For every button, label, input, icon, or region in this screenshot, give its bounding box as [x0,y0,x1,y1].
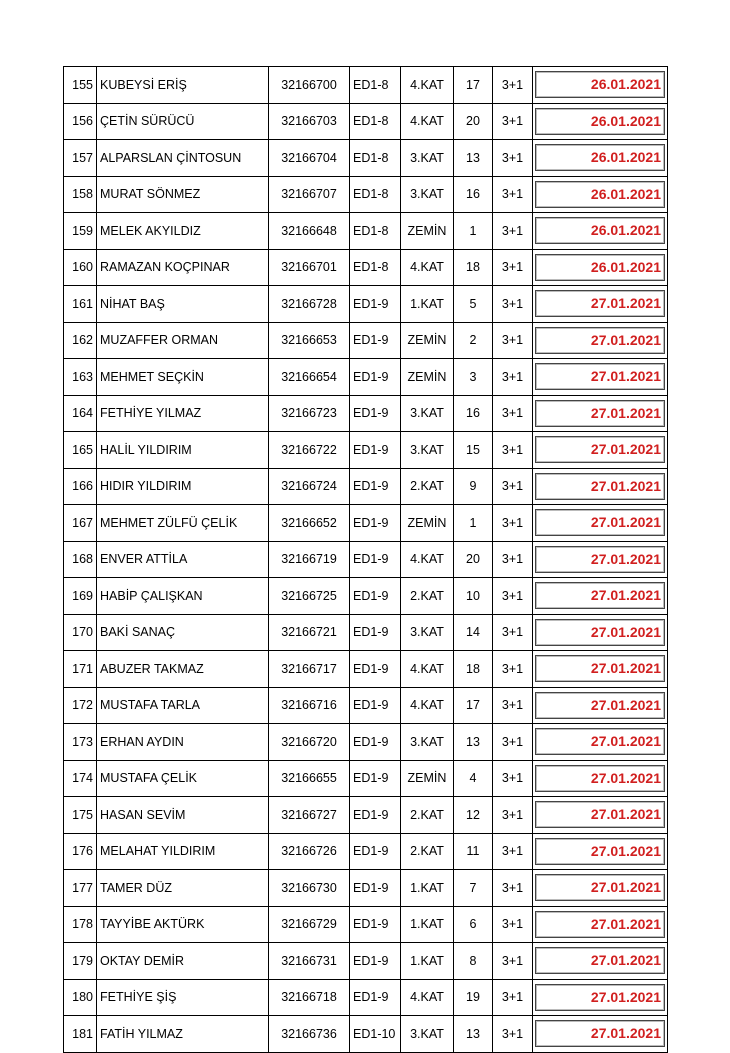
flat-number: 17 [454,687,493,724]
flat-number: 18 [454,651,493,688]
date-cell [533,322,668,359]
floor-label: 4.KAT [401,103,454,140]
delivery-date: 27.01.2021 [535,290,665,317]
record-id: 32166717 [269,651,350,688]
delivery-date: 27.01.2021 [535,655,665,682]
room-type: 3+1 [493,906,533,943]
room-type: 3+1 [493,432,533,469]
floor-label: 1.KAT [401,870,454,907]
floor-label: 4.KAT [401,979,454,1016]
date-cell [533,103,668,140]
block-code: ED1-9 [350,833,401,870]
date-cell [533,1016,668,1053]
room-type: 3+1 [493,614,533,651]
block-code: ED1-9 [350,979,401,1016]
floor-label: 3.KAT [401,724,454,761]
room-type: 3+1 [493,176,533,213]
floor-label: ZEMİN [401,359,454,396]
record-id: 32166729 [269,906,350,943]
delivery-date: 27.01.2021 [535,327,665,354]
flat-number: 9 [454,468,493,505]
row-number: 179 [64,943,97,980]
date-cell [533,797,668,834]
record-id: 32166652 [269,505,350,542]
flat-number: 18 [454,249,493,286]
row-number: 169 [64,578,97,615]
room-type: 3+1 [493,67,533,104]
row-number: 177 [64,870,97,907]
floor-label: 4.KAT [401,651,454,688]
record-id: 32166653 [269,322,350,359]
block-code: ED1-9 [350,870,401,907]
row-number: 175 [64,797,97,834]
block-code: ED1-9 [350,614,401,651]
table-row [64,870,668,907]
date-cell [533,432,668,469]
table-row [64,797,668,834]
block-code: ED1-9 [350,651,401,688]
table-row [64,103,668,140]
room-type: 3+1 [493,724,533,761]
row-number: 157 [64,140,97,177]
record-id: 32166700 [269,67,350,104]
record-id: 32166703 [269,103,350,140]
record-id: 32166721 [269,614,350,651]
row-number: 159 [64,213,97,250]
floor-label: ZEMİN [401,213,454,250]
record-id: 32166730 [269,870,350,907]
person-name: ERHAN AYDIN [97,724,269,761]
row-number: 174 [64,760,97,797]
table-row [64,614,668,651]
row-number: 168 [64,541,97,578]
table-row [64,687,668,724]
floor-label: 4.KAT [401,67,454,104]
floor-label: 4.KAT [401,687,454,724]
room-type: 3+1 [493,395,533,432]
date-cell [533,213,668,250]
date-cell [533,578,668,615]
delivery-date: 26.01.2021 [535,144,665,171]
row-number: 172 [64,687,97,724]
table-row [64,359,668,396]
date-cell [533,651,668,688]
delivery-date: 27.01.2021 [535,947,665,974]
person-name: FETHİYE YILMAZ [97,395,269,432]
date-cell [533,468,668,505]
block-code: ED1-8 [350,213,401,250]
flat-number: 11 [454,833,493,870]
block-code: ED1-9 [350,578,401,615]
room-type: 3+1 [493,578,533,615]
delivery-date: 27.01.2021 [535,473,665,500]
date-cell [533,906,668,943]
row-number: 164 [64,395,97,432]
block-code: ED1-8 [350,176,401,213]
delivery-date: 26.01.2021 [535,217,665,244]
record-id: 32166726 [269,833,350,870]
room-type: 3+1 [493,359,533,396]
table-row [64,578,668,615]
person-name: MELAHAT YILDIRIM [97,833,269,870]
floor-label: 3.KAT [401,176,454,213]
record-id: 32166727 [269,797,350,834]
block-code: ED1-8 [350,67,401,104]
allocation-list-sheet [63,66,667,1053]
row-number: 181 [64,1016,97,1053]
block-code: ED1-9 [350,322,401,359]
person-name: KUBEYSİ ERİŞ [97,67,269,104]
block-code: ED1-9 [350,797,401,834]
floor-label: 1.KAT [401,286,454,323]
block-code: ED1-9 [350,359,401,396]
block-code: ED1-8 [350,140,401,177]
row-number: 176 [64,833,97,870]
delivery-date: 27.01.2021 [535,765,665,792]
room-type: 3+1 [493,249,533,286]
person-name: FETHİYE ŞİŞ [97,979,269,1016]
record-id: 32166704 [269,140,350,177]
record-id: 32166719 [269,541,350,578]
floor-label: ZEMİN [401,505,454,542]
delivery-date: 27.01.2021 [535,363,665,390]
table-row [64,395,668,432]
person-name: MELEK AKYILDIZ [97,213,269,250]
record-id: 32166654 [269,359,350,396]
record-id: 32166731 [269,943,350,980]
flat-number: 13 [454,724,493,761]
table-row [64,176,668,213]
block-code: ED1-9 [350,432,401,469]
table-row [64,979,668,1016]
date-cell [533,505,668,542]
person-name: ENVER ATTİLA [97,541,269,578]
table-row [64,140,668,177]
room-type: 3+1 [493,979,533,1016]
record-id: 32166728 [269,286,350,323]
delivery-date: 27.01.2021 [535,509,665,536]
flat-number: 4 [454,760,493,797]
allocation-table [63,66,668,1053]
delivery-date: 27.01.2021 [535,984,665,1011]
person-name: BAKİ SANAÇ [97,614,269,651]
delivery-date: 27.01.2021 [535,619,665,646]
flat-number: 17 [454,67,493,104]
block-code: ED1-9 [350,395,401,432]
date-cell [533,359,668,396]
floor-label: 2.KAT [401,468,454,505]
person-name: HASAN SEVİM [97,797,269,834]
person-name: MUZAFFER ORMAN [97,322,269,359]
room-type: 3+1 [493,468,533,505]
delivery-date: 26.01.2021 [535,108,665,135]
block-code: ED1-9 [350,541,401,578]
floor-label: ZEMİN [401,322,454,359]
floor-label: 1.KAT [401,943,454,980]
room-type: 3+1 [493,541,533,578]
room-type: 3+1 [493,797,533,834]
date-cell [533,541,668,578]
person-name: ABUZER TAKMAZ [97,651,269,688]
row-number: 171 [64,651,97,688]
flat-number: 8 [454,943,493,980]
record-id: 32166716 [269,687,350,724]
flat-number: 16 [454,395,493,432]
table-row [64,468,668,505]
floor-label: 3.KAT [401,1016,454,1053]
delivery-date: 27.01.2021 [535,911,665,938]
person-name: MEHMET SEÇKİN [97,359,269,396]
flat-number: 15 [454,432,493,469]
date-cell [533,614,668,651]
table-row [64,432,668,469]
delivery-date: 27.01.2021 [535,1020,665,1047]
room-type: 3+1 [493,651,533,688]
row-number: 161 [64,286,97,323]
flat-number: 12 [454,797,493,834]
row-number: 180 [64,979,97,1016]
flat-number: 1 [454,505,493,542]
flat-number: 6 [454,906,493,943]
flat-number: 7 [454,870,493,907]
block-code: ED1-9 [350,505,401,542]
delivery-date: 26.01.2021 [535,254,665,281]
flat-number: 14 [454,614,493,651]
room-type: 3+1 [493,760,533,797]
flat-number: 13 [454,140,493,177]
table-row [64,249,668,286]
date-cell [533,833,668,870]
flat-number: 20 [454,541,493,578]
person-name: MUSTAFA ÇELİK [97,760,269,797]
table-row [64,833,668,870]
table-row [64,322,668,359]
person-name: MEHMET ZÜLFÜ ÇELİK [97,505,269,542]
person-name: OKTAY DEMİR [97,943,269,980]
record-id: 32166655 [269,760,350,797]
person-name: MUSTAFA TARLA [97,687,269,724]
record-id: 32166725 [269,578,350,615]
date-cell [533,249,668,286]
date-cell [533,979,668,1016]
block-code: ED1-9 [350,286,401,323]
floor-label: 2.KAT [401,578,454,615]
table-row [64,505,668,542]
room-type: 3+1 [493,687,533,724]
table-row [64,760,668,797]
block-code: ED1-8 [350,103,401,140]
table-body [64,67,668,1053]
row-number: 156 [64,103,97,140]
person-name: FATİH YILMAZ [97,1016,269,1053]
flat-number: 10 [454,578,493,615]
delivery-date: 27.01.2021 [535,692,665,719]
flat-number: 20 [454,103,493,140]
table-row [64,286,668,323]
person-name: HALİL YILDIRIM [97,432,269,469]
delivery-date: 27.01.2021 [535,400,665,427]
record-id: 32166723 [269,395,350,432]
block-code: ED1-9 [350,687,401,724]
delivery-date: 27.01.2021 [535,838,665,865]
flat-number: 13 [454,1016,493,1053]
room-type: 3+1 [493,833,533,870]
room-type: 3+1 [493,286,533,323]
row-number: 163 [64,359,97,396]
flat-number: 5 [454,286,493,323]
floor-label: 3.KAT [401,432,454,469]
room-type: 3+1 [493,140,533,177]
record-id: 32166722 [269,432,350,469]
table-row [64,213,668,250]
record-id: 32166724 [269,468,350,505]
person-name: MURAT SÖNMEZ [97,176,269,213]
floor-label: 4.KAT [401,541,454,578]
flat-number: 3 [454,359,493,396]
date-cell [533,67,668,104]
delivery-date: 27.01.2021 [535,582,665,609]
row-number: 160 [64,249,97,286]
row-number: 167 [64,505,97,542]
date-cell [533,286,668,323]
person-name: TAMER DÜZ [97,870,269,907]
date-cell [533,687,668,724]
delivery-date: 27.01.2021 [535,874,665,901]
record-id: 32166736 [269,1016,350,1053]
row-number: 158 [64,176,97,213]
date-cell [533,760,668,797]
table-row [64,906,668,943]
date-cell [533,140,668,177]
block-code: ED1-9 [350,468,401,505]
delivery-date: 27.01.2021 [535,801,665,828]
floor-label: ZEMİN [401,760,454,797]
flat-number: 19 [454,979,493,1016]
floor-label: 3.KAT [401,395,454,432]
record-id: 32166718 [269,979,350,1016]
floor-label: 3.KAT [401,140,454,177]
row-number: 178 [64,906,97,943]
record-id: 32166648 [269,213,350,250]
floor-label: 2.KAT [401,797,454,834]
date-cell [533,724,668,761]
date-cell [533,176,668,213]
table-row [64,541,668,578]
date-cell [533,395,668,432]
record-id: 32166720 [269,724,350,761]
table-row [64,1016,668,1053]
date-cell [533,943,668,980]
flat-number: 2 [454,322,493,359]
block-code: ED1-8 [350,249,401,286]
floor-label: 2.KAT [401,833,454,870]
person-name: ÇETİN SÜRÜCÜ [97,103,269,140]
record-id: 32166707 [269,176,350,213]
person-name: ALPARSLAN ÇİNTOSUN [97,140,269,177]
table-row [64,943,668,980]
person-name: HABİP ÇALIŞKAN [97,578,269,615]
room-type: 3+1 [493,943,533,980]
floor-label: 3.KAT [401,614,454,651]
record-id: 32166701 [269,249,350,286]
block-code: ED1-9 [350,724,401,761]
floor-label: 1.KAT [401,906,454,943]
row-number: 165 [64,432,97,469]
block-code: ED1-9 [350,906,401,943]
table-row [64,67,668,104]
table-row [64,724,668,761]
room-type: 3+1 [493,505,533,542]
room-type: 3+1 [493,213,533,250]
row-number: 173 [64,724,97,761]
delivery-date: 27.01.2021 [535,546,665,573]
room-type: 3+1 [493,322,533,359]
flat-number: 1 [454,213,493,250]
row-number: 166 [64,468,97,505]
delivery-date: 26.01.2021 [535,71,665,98]
floor-label: 4.KAT [401,249,454,286]
date-cell [533,870,668,907]
block-code: ED1-9 [350,943,401,980]
person-name: TAYYİBE AKTÜRK [97,906,269,943]
delivery-date: 26.01.2021 [535,181,665,208]
room-type: 3+1 [493,103,533,140]
delivery-date: 27.01.2021 [535,728,665,755]
row-number: 162 [64,322,97,359]
delivery-date: 27.01.2021 [535,436,665,463]
block-code: ED1-9 [350,760,401,797]
row-number: 155 [64,67,97,104]
row-number: 170 [64,614,97,651]
block-code: ED1-10 [350,1016,401,1053]
person-name: HIDIR YILDIRIM [97,468,269,505]
flat-number: 16 [454,176,493,213]
person-name: NİHAT BAŞ [97,286,269,323]
room-type: 3+1 [493,1016,533,1053]
person-name: RAMAZAN KOÇPINAR [97,249,269,286]
table-row [64,651,668,688]
room-type: 3+1 [493,870,533,907]
